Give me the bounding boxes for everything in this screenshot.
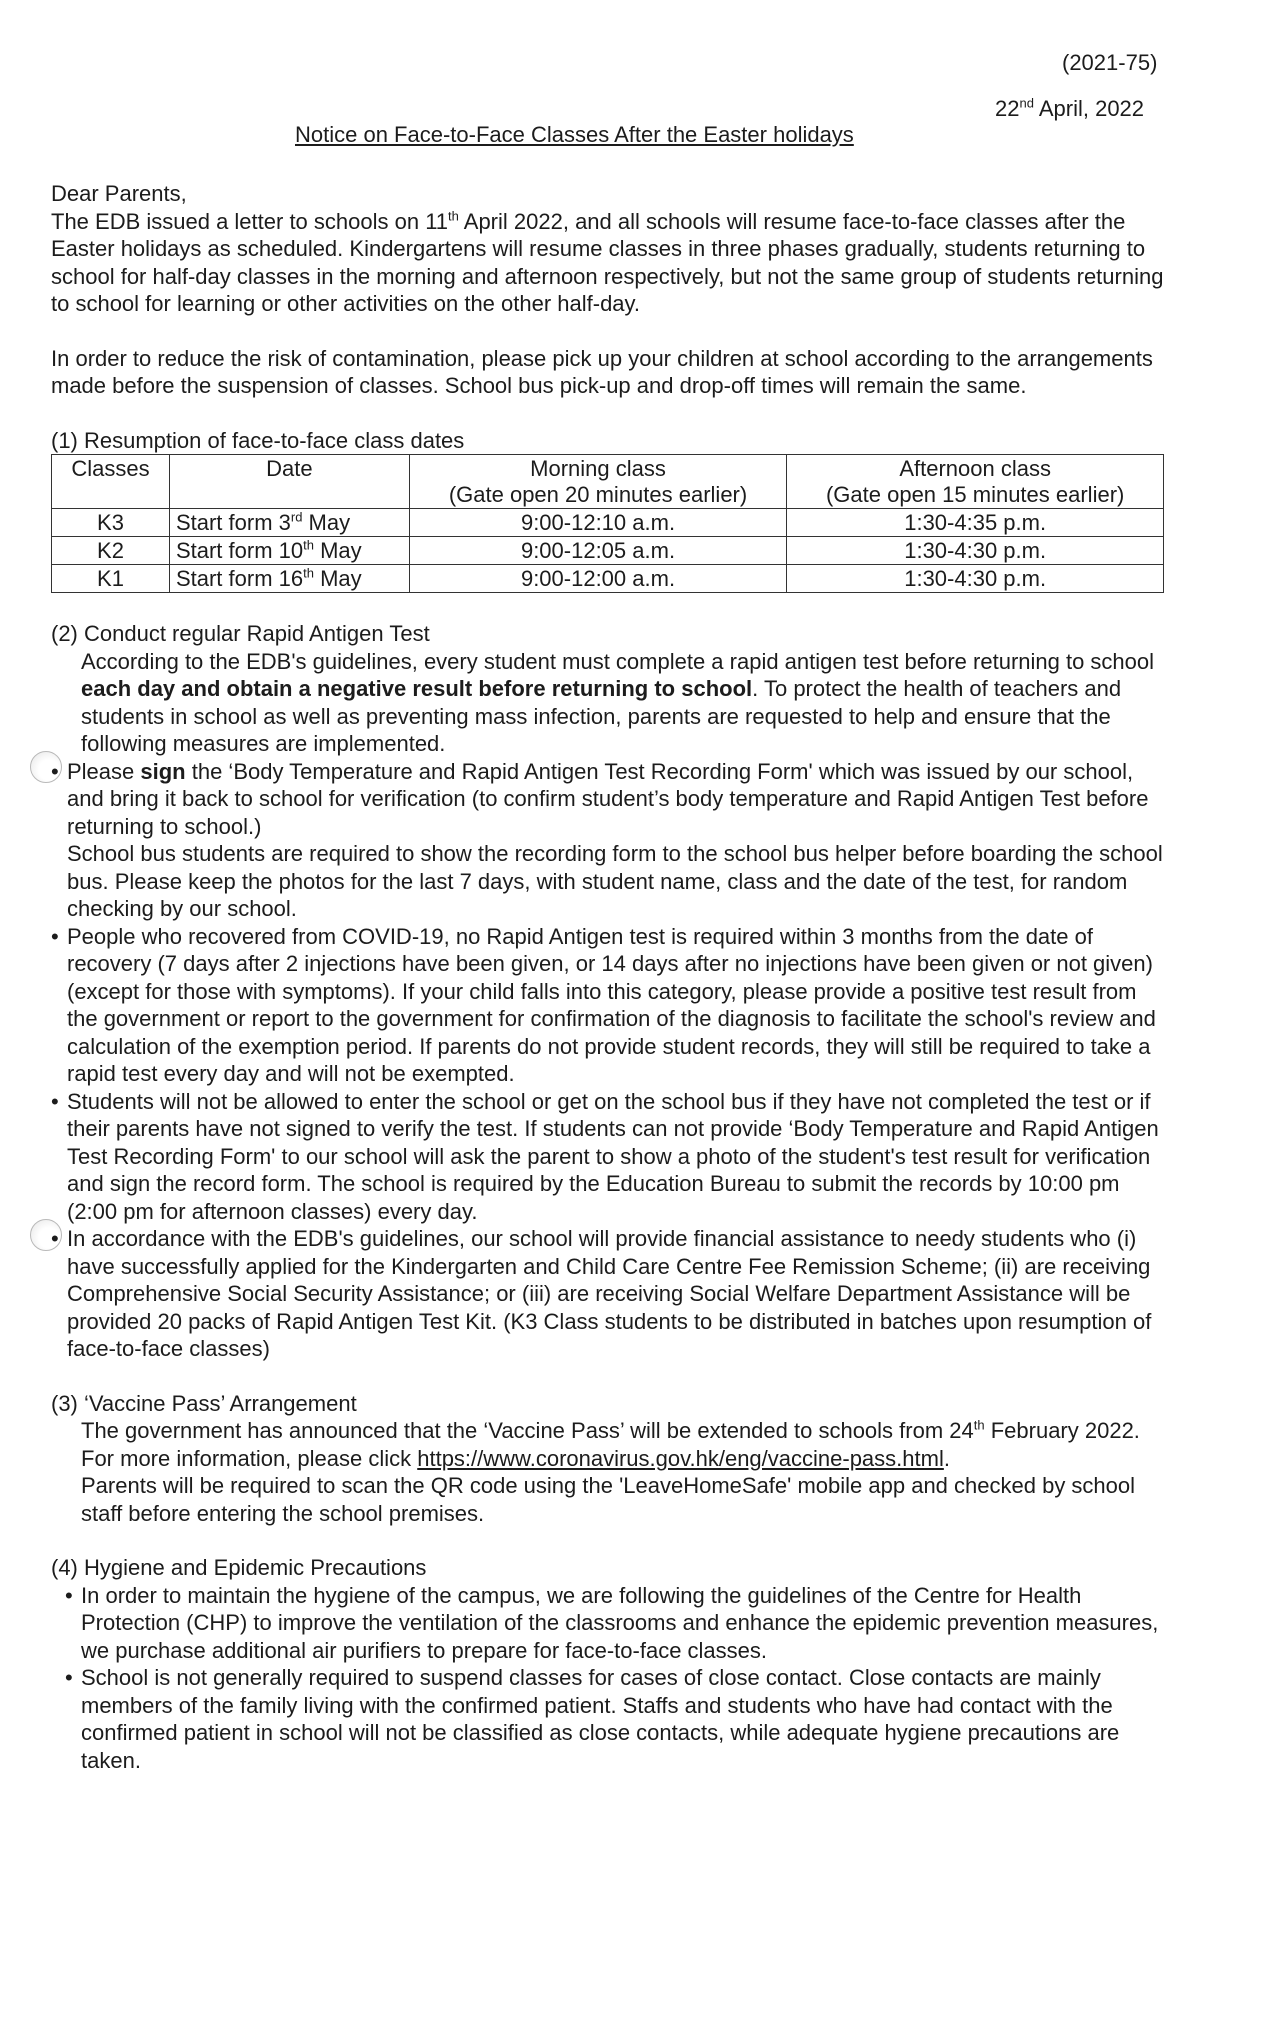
s2-p1-b: . To protect the health of teachers and students in school as well as preventing mass infection, parents are requested to help and ensure that the following measures are implemented. — [81, 676, 1122, 756]
header-afternoon-note: (Gate open 15 minutes earlier) — [825, 482, 1125, 507]
row-morning: 9:00-12:00 a.m. — [409, 565, 787, 593]
header-afternoon-title: Afternoon class — [899, 456, 1051, 481]
row-date-b: May — [302, 510, 351, 535]
section-4-bullets — [51, 1582, 1171, 1775]
row-date-a: Start form 3 — [175, 510, 291, 535]
section-3-p1 — [51, 1417, 1171, 1445]
row-morning: 9:00-12:10 a.m. — [409, 509, 787, 537]
date-day: 22 — [995, 96, 1020, 121]
row-date-sup: rd — [290, 509, 303, 525]
class-schedule-table — [51, 454, 1164, 593]
header-date: Date — [169, 455, 409, 509]
s2-b1-c: School bus students are required to show the recording form to the school bus helper before boarding the school bus. Please keep the photos for the last 7 days, with student name, class and the date of the test, for random checking by our school. — [67, 841, 1163, 921]
section-2-intro — [51, 648, 1171, 758]
list-item: • People who recovered from COVID-19, no Rapid Antigen test is required within 3 months from the date of recovery (7 days after 2 injections have been given, or 14 days after no injections have been given or not given) (except for those with symptoms). If your child falls into this category, please provide a positive test result from the government or report to the government for confirmation of the diagnosis to facilitate the school's review and calculation of the exemption period. If parents do not provide student records, they will still be required to take a rapid test every day and will not be exempted. — [51, 923, 1171, 1088]
notice-title: Notice on Face-to-Face Classes After the Easter holidays — [295, 122, 854, 147]
intro-p1-sup: th — [448, 208, 459, 224]
s2-b1-b: the ‘Body Temperature and Rapid Antigen Test Recording Form' which was issued by our school, and bring it back to school for verification (to confirm student’s body temperature and Rapid Antigen Test before returning to school.) — [67, 758, 1149, 839]
greeting: Dear Parents, — [51, 181, 187, 206]
intro-paragraph-1 — [51, 208, 1171, 318]
table-row — [52, 537, 1164, 565]
s3-p2-a: For more information, please click — [81, 1445, 418, 1471]
header-morning — [409, 455, 787, 509]
row-date-sup: th — [303, 565, 314, 581]
row-afternoon: 1:30-4:35 p.m. — [787, 509, 1164, 537]
row-date — [169, 537, 409, 565]
date-rest: April, 2022 — [1033, 96, 1145, 121]
row-date-a: Start form 16 — [175, 566, 304, 591]
row-morning: 9:00-12:05 a.m. — [409, 537, 787, 565]
row-date-a: Start form 10 — [175, 538, 304, 563]
header-classes: Classes — [52, 455, 170, 509]
row-date — [169, 565, 409, 593]
section-1-heading: (1) Resumption of face-to-face class dates — [51, 427, 465, 453]
date-suffix: nd — [1019, 95, 1034, 111]
row-class: K2 — [52, 537, 170, 565]
table-row — [52, 565, 1164, 593]
s3-p1-a: The government has announced that the ‘Vaccine Pass’ will be extended to schools from 24 — [81, 1418, 974, 1443]
intro-p1-b: April 2022, and all schools will resume face-to-face classes after the Easter holidays as scheduled. Kindergartens will resume classes in three phases gradually, students returning to school for half-day classes in the morning and afternoon respectively, but not the same group of students returning to school for learning or other activities on the other half-day. — [51, 208, 1164, 316]
intro-p1-a: The EDB issued a letter to schools on 11 — [51, 208, 449, 234]
s3-p1-b: February 2022. — [984, 1418, 1140, 1443]
row-date-sup: th — [303, 537, 314, 553]
s3-p2-b: . — [943, 1445, 950, 1471]
header-afternoon — [787, 455, 1164, 509]
row-date — [169, 509, 409, 537]
section-3-p2 — [51, 1445, 1171, 1473]
header-morning-note: (Gate open 20 minutes earlier) — [448, 482, 748, 507]
table-row — [52, 509, 1164, 537]
intro-paragraph-2: In order to reduce the risk of contamination, please pick up your children at school according to the arrangements made before the suspension of classes. School bus pick-up and drop-off times will remain the same. — [51, 345, 1153, 398]
section-3-heading: (3) ‘Vaccine Pass’ Arrangement — [51, 1390, 357, 1416]
list-item: • Students will not be allowed to enter the school or get on the school bus if they have not completed the test or if their parents have not signed to verify the test. If students can not provide ‘Body Temperature and Rapid Antigen Test Recording Form' to our school will ask the parent to show a photo of the student's test result for verification and sign the record form. The school is required by the Education Bureau to submit the records by 10:00 pm (2:00 pm for afternoon classes) every day. — [51, 1088, 1171, 1226]
row-date-b: May — [313, 566, 362, 591]
notice-body — [51, 180, 1171, 1774]
s2-b1-bold: sign — [140, 758, 186, 784]
section-2-bullets — [51, 758, 1171, 1363]
section-4-heading: (4) Hygiene and Epidemic Precautions — [51, 1555, 427, 1580]
row-afternoon: 1:30-4:30 p.m. — [787, 537, 1164, 565]
vaccine-pass-link[interactable]: https://www.coronavirus.gov.hk/eng/vaccine-pass.html — [417, 1445, 944, 1471]
list-item: • School is not generally required to suspend classes for cases of close contact. Close contacts are mainly members of the family living with the confirmed patient. Staffs and students who have had contact with the confirmed patient in school will not be classified as close contacts, while adequate hygiene precautions are taken. — [65, 1664, 1171, 1774]
s2-b1-a: Please — [67, 758, 141, 784]
row-class: K1 — [52, 565, 170, 593]
row-class: K3 — [52, 509, 170, 537]
list-item — [51, 758, 1171, 923]
row-date-b: May — [313, 538, 362, 563]
s3-p1-sup: th — [973, 1417, 985, 1433]
table-header-row — [52, 455, 1164, 509]
list-item: • In accordance with the EDB's guidelines, our school will provide financial assistance to needy students who (i) have successfully applied for the Kindergarten and Child Care Centre Fee Remission Scheme; (ii) are receiving Comprehensive Social Security Assistance; or (iii) are receiving Social Welfare Department Assistance will be provided 20 packs of Rapid Antigen Test Kit. (K3 Class students to be distributed in batches upon resumption of face-to-face classes) — [51, 1225, 1171, 1363]
section-2-heading: (2) Conduct regular Rapid Antigen Test — [51, 621, 430, 646]
s2-p1-a: According to the EDB's guidelines, every student must complete a rapid antigen test before returning to school — [81, 648, 1155, 674]
notice-date — [995, 96, 1144, 122]
section-3-p3: Parents will be required to scan the QR code using the 'LeaveHomeSafe' mobile app and checked by school staff before entering the school premises. — [81, 1473, 1136, 1526]
header-morning-title: Morning class — [530, 456, 666, 481]
list-item: • In order to maintain the hygiene of the campus, we are following the guidelines of the Centre for Health Protection (CHP) to improve the ventilation of the classrooms and enhance the epidemic prevention measures, we purchase additional air purifiers to prepare for face-to-face classes. — [65, 1582, 1171, 1665]
row-afternoon: 1:30-4:30 p.m. — [787, 565, 1164, 593]
reference-number: (2021-75) — [1062, 50, 1158, 75]
s2-p1-bold: each day and obtain a negative result before returning to school — [81, 676, 753, 701]
